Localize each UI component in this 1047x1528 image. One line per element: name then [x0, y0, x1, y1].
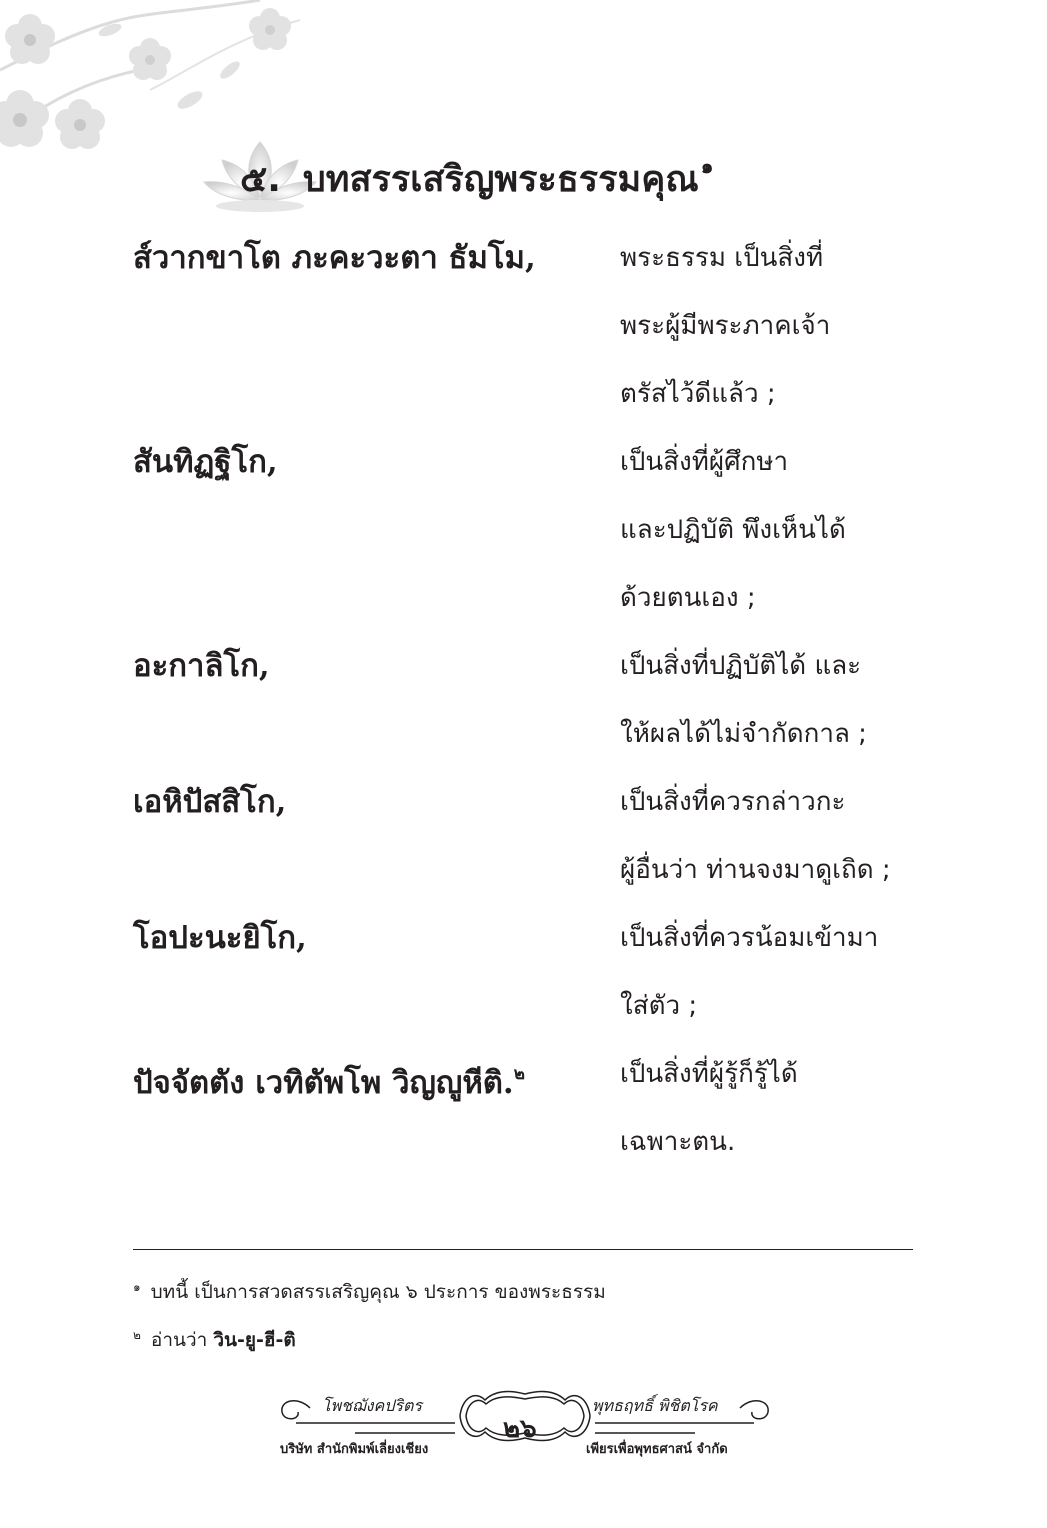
section-number: ๕. [240, 159, 281, 200]
translation-line: ตรัสไว้ดีแล้ว ; [620, 379, 776, 409]
translation [620, 904, 933, 1040]
verse-row [133, 1040, 933, 1176]
pali-text [133, 768, 620, 904]
verse-row [133, 904, 933, 1040]
footnote-mark: ๑ [133, 1280, 141, 1294]
footnote-text: บทนี้ เป็นการสวดสรรเสริญคุณ ๖ ประการ ของพระธรรม [150, 1281, 606, 1303]
footnote-divider [133, 1249, 913, 1250]
page-number: ๒๖ [503, 1414, 537, 1444]
translation [620, 1040, 933, 1176]
page-title [240, 150, 713, 207]
translation-line: ให้ผลได้ไม่จำกัดกาล ; [620, 719, 867, 749]
pali-line: อะกาลิโก, [133, 648, 270, 684]
translation-line: พระธรรม เป็นสิ่งที่ [620, 243, 824, 273]
translation-line: เป็นสิ่งที่ควรน้อมเข้ามา [620, 923, 879, 953]
footnotes [133, 1266, 933, 1362]
page-footer [270, 1386, 780, 1466]
title-text: บทสรรเสริญพระธรรมคุณ [302, 159, 699, 200]
translation-line: เป็นสิ่งที่ปฏิบัติได้ และ [620, 651, 862, 681]
pali-text [133, 224, 620, 428]
verse-row [133, 632, 933, 768]
footnote-2 [133, 1314, 933, 1362]
translation-line: และปฏิบัติ พึงเห็นได้ [620, 515, 846, 545]
verse-row [133, 224, 933, 428]
pali-text [133, 1040, 620, 1176]
verse-list [133, 224, 933, 1176]
translation [620, 224, 933, 428]
translation-line: พระผู้มีพระภาคเจ้า [620, 311, 831, 341]
verse-row [133, 428, 933, 632]
publisher-left: บริษัท สำนักพิมพ์เลี่ยงเชียง [280, 1442, 429, 1457]
book-title: โพชฌังคปริตร [322, 1396, 422, 1415]
verse-row [133, 768, 933, 904]
pali-text [133, 904, 620, 1040]
pali-line: ปัจจัตตัง เวทิตัพโพ วิญญูหีติ. [133, 1065, 514, 1101]
footnote-text: อ่านว่า [150, 1329, 214, 1351]
translation-line: ผู้อื่นว่า ท่านจงมาดูเถิด ; [620, 855, 891, 885]
footnote-ref-2: ๒ [513, 1064, 525, 1084]
translation [620, 632, 933, 768]
footnote-mark: ๒ [133, 1328, 141, 1342]
pali-line: โอปะนะยิโก, [133, 920, 307, 956]
footnote-ref-1: ๑ [700, 154, 714, 178]
book-subtitle: พุทธฤทธิ์ พิชิตโรค [592, 1396, 718, 1415]
pali-line: ส์วากขาโต ภะคะวะตา ธัมโม, [133, 240, 536, 276]
pali-text [133, 428, 620, 632]
translation-line: ด้วยตนเอง ; [620, 583, 756, 613]
translation-line: เป็นสิ่งที่ผู้รู้ก็รู้ได้ [620, 1059, 798, 1089]
pali-line: เอหิปัสสิโก, [133, 784, 287, 820]
pali-text [133, 632, 620, 768]
translation [620, 768, 933, 904]
footnote-pronunciation: วิน-ยู-ฮี-ติ [213, 1329, 296, 1351]
translation-line: เฉพาะตน. [620, 1127, 736, 1157]
translation-line: เป็นสิ่งที่ควรกล่าวกะ [620, 787, 846, 817]
footnote-1 [133, 1266, 933, 1314]
section-heading [200, 140, 900, 220]
translation-line: เป็นสิ่งที่ผู้ศึกษา [620, 447, 789, 477]
translation-line: ใส่ตัว ; [620, 991, 698, 1021]
publisher-right: เพียรเพื่อพุทธศาสน์ จำกัด [586, 1442, 728, 1457]
translation [620, 428, 933, 632]
pali-line: สันทิฏฐิโก, [133, 444, 278, 480]
